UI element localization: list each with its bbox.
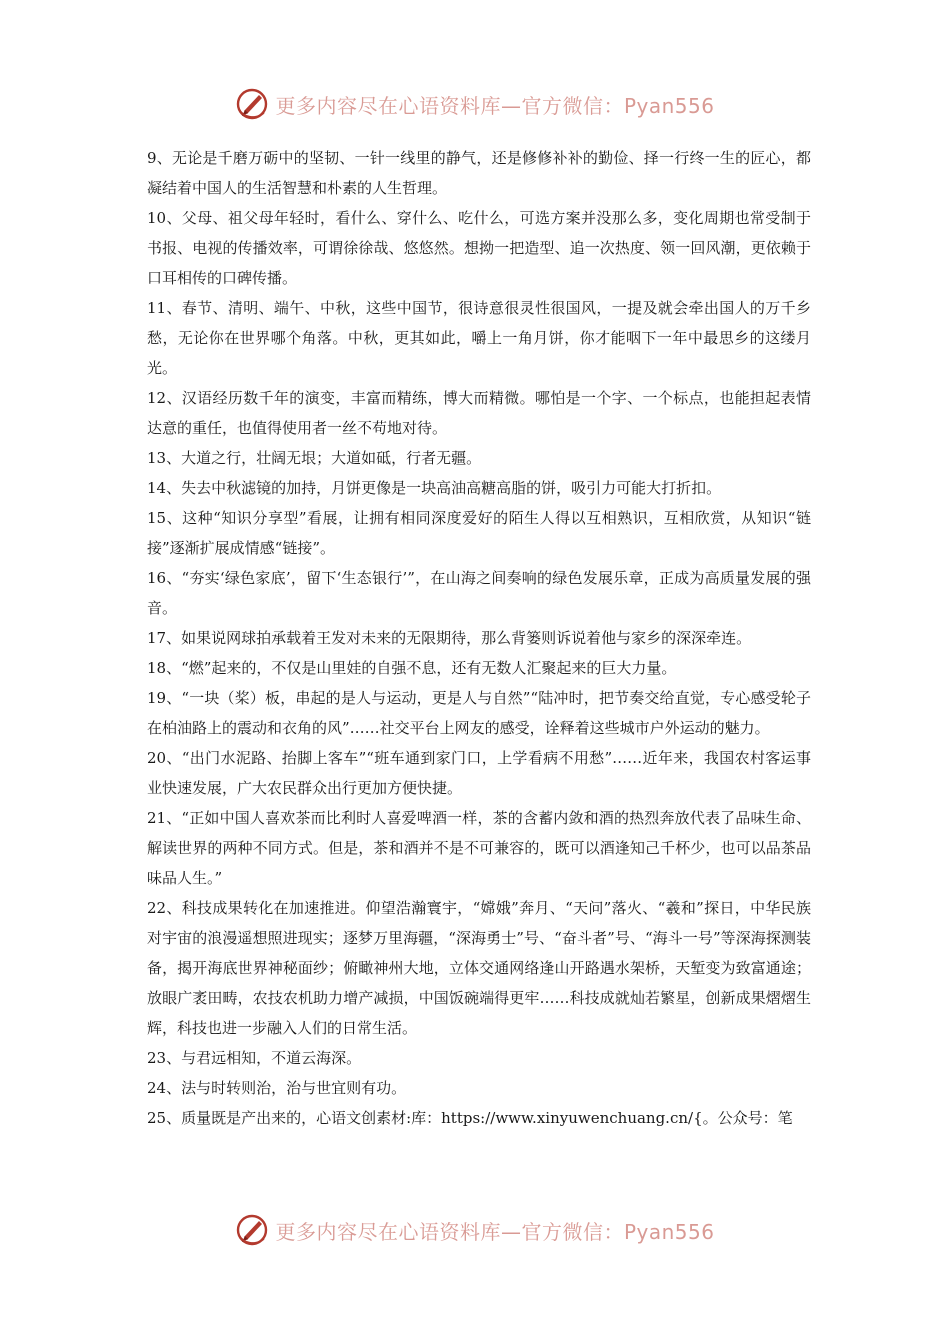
paragraph-22: 22、科技成果转化在加速推进。仰望浩瀚寰宇，“嫦娥”奔月、“天问”落火、“羲和”探日，中华民族对宇宙的浪漫遥想照进现实；逐梦万里海疆，“深海勇士”号、“奋斗者”号、“海斗一号”等深海探测装备，揭开海底世界神秘面纱；俯瞰神州大地，立体交通网络逢山开路遇水架桥，天堑变为致富通途；放眼广袤田畴，农技农机助力增产减损，中国饭碗端得更牢……科技成就灿若繁星，创新成果熠熠生辉，科技也进一步融入人们的日常生活。: [147, 899, 811, 1037]
footer-banner-text: 更多内容尽在心语资料库—官方微信：Pyan556: [275, 1219, 715, 1244]
paragraph-19: 19、“一块（桨）板，串起的是人与运动，更是人与自然”“陆冲时，把节奏交给直觉，专心感受轮子在柏油路上的震动和衣角的风”……社交平台上网友的感受，诠释着这些城市户外运动的魅力。: [147, 689, 811, 737]
paragraph-13: 13、大道之行，壮阔无垠；大道如砥，行者无疆。: [147, 449, 482, 467]
paragraph-15: 15、这种“知识分享型”看展，让拥有相同深度爱好的陌生人得以互相熟识，互相欣赏，从知识“链接”逐渐扩展成情感“链接”。: [147, 509, 811, 557]
footer-banner: [0, 1210, 950, 1250]
paragraph-23: 23、与君远相知，不道云海深。: [147, 1049, 362, 1067]
paragraph-11: 11、春节、清明、端午、中秋，这些中国节，很诗意很灵性很国风，一提及就会牵出国人的万千乡愁，无论你在世界哪个角落。中秋，更其如此，嚼上一角月饼，你才能咽下一年中最思乡的这缕月光。: [147, 299, 811, 377]
paragraph-24: 24、法与时转则治，治与世宜则有功。: [147, 1079, 407, 1097]
pen-circle-logo-icon: [235, 1213, 269, 1247]
paragraph-25: 25、质量既是产出来的，心语文创素材:库：https://www.xinyuwenchuang.cn/{。公众号：笔: [147, 1109, 793, 1127]
paragraph-18: 18、“燃”起来的，不仅是山里娃的自强不息，还有无数人汇聚起来的巨大力量。: [147, 659, 677, 677]
paragraph-17: 17、如果说网球拍承载着王发对未来的无限期待，那么背篓则诉说着他与家乡的深深牵连。: [147, 629, 752, 647]
paragraph-20: 20、“出门水泥路、抬脚上客车”“班车通到家门口，上学看病不用愁”……近年来，我国农村客运事业快速发展，广大农民群众出行更加方便快捷。: [147, 749, 811, 797]
paragraph-16: 16、“夯实‘绿色家底’，留下‘生态银行’”，在山海之间奏响的绿色发展乐章，正成为高质量发展的强音。: [147, 569, 811, 617]
pen-circle-logo-icon: [235, 87, 269, 121]
paragraph-9: 9、无论是千磨万砺中的坚韧、一针一线里的静气，还是修修补补的勤俭、择一行终一生的匠心，都凝结着中国人的生活智慧和朴素的人生哲理。: [147, 149, 811, 197]
document-body: [147, 143, 811, 1133]
paragraph-12: 12、汉语经历数千年的演变，丰富而精练，博大而精微。哪怕是一个字、一个标点，也能担起表情达意的重任，也值得使用者一丝不苟地对待。: [147, 389, 811, 437]
paragraph-21: 21、“正如中国人喜欢茶而比利时人喜爱啤酒一样，茶的含蓄内敛和酒的热烈奔放代表了品味生命、解读世界的两种不同方式。但是，茶和酒并不是不可兼容的，既可以酒逢知己千杯少，也可以品茶品味品人生。”: [147, 809, 811, 887]
header-banner-text: 更多内容尽在心语资料库—官方微信：Pyan556: [275, 93, 715, 118]
paragraph-10: 10、父母、祖父母年轻时，看什么、穿什么、吃什么，可选方案并没那么多，变化周期也常受制于书报、电视的传播效率，可谓徐徐哉、悠悠然。想拗一把造型、追一次热度、领一回风潮，更依赖于口耳相传的口碑传播。: [147, 209, 811, 287]
header-banner: [0, 84, 950, 124]
paragraph-14: 14、失去中秋滤镜的加持，月饼更像是一块高油高糖高脂的饼，吸引力可能大打折扣。: [147, 479, 722, 497]
